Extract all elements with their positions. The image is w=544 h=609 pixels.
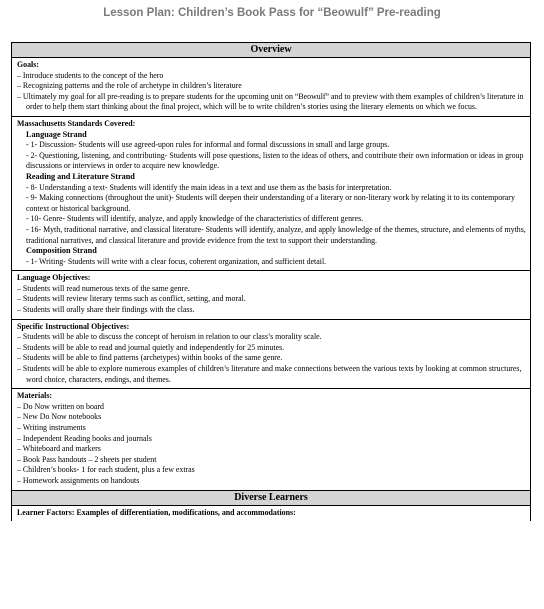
standard-item: - 8- Understanding a text- Students will identify the main ideas in a text and use them as the basis for interpretation. bbox=[26, 182, 392, 192]
instructional-objectives-label: Specific Instructional Objectives: bbox=[17, 321, 130, 331]
goal-item: – Introduce students to the concept of the hero bbox=[17, 70, 164, 80]
standard-item: - 2- Questioning, listening, and contributing- Students will pose questions, listen to the ideas of others, and contribute their own information or ideas in group discussions or interviews in order to acquire new knowledge. bbox=[26, 150, 524, 171]
learner-factors-label: Learner Factors: Examples of differentiation, modifications, and accommodations: bbox=[17, 507, 296, 517]
objective-item: – Students will be able to read and journal quietly and independently for 25 minutes. bbox=[17, 342, 285, 352]
strand-heading: Reading and Literature Strand bbox=[26, 171, 135, 181]
strand-heading: Language Strand bbox=[26, 129, 87, 139]
strand-heading: Composition Strand bbox=[26, 246, 97, 256]
standard-item: - 9- Making connections (throughout the unit)- Students will deepen their understanding of a literary or non-literary work by relating it to its contemporary context or historical background. bbox=[26, 193, 515, 213]
objective-item: – Students will be able to explore numerous examples of children’s literature and make connections between the various texts by looking at common structures, word choice, characters, endings, and themes. bbox=[17, 364, 522, 384]
objective-item: – Students will orally share their findings with the class. bbox=[17, 305, 195, 315]
standards-section bbox=[12, 117, 530, 271]
material-item: – Children’s books- 1 for each student, plus a few extras bbox=[17, 465, 195, 475]
material-item: – Do Now written on board bbox=[17, 401, 105, 411]
objective-item: – Students will read numerous texts of the same genre. bbox=[17, 283, 190, 293]
instructional-objectives-section bbox=[12, 320, 530, 390]
materials-label: Materials: bbox=[17, 391, 53, 401]
material-item: – New Do Now notebooks bbox=[17, 412, 102, 422]
material-item: – Homework assignments on handouts bbox=[17, 475, 140, 485]
standard-item: - 1- Discussion- Students will use agreed-upon rules for informal and formal discussions in small and large groups. bbox=[26, 140, 390, 150]
lesson-plan-table bbox=[11, 42, 531, 521]
material-item: – Independent Reading books and journals bbox=[17, 433, 152, 443]
material-item: – Book Pass handouts – 2 sheets per student bbox=[17, 454, 157, 464]
standards-label: Massachusetts Standards Covered: bbox=[17, 118, 136, 128]
standard-item: - 16- Myth, traditional narrative, and classical literature- Students will identify, analyze, and apply knowledge of the themes, structure, and elements of myths, traditional narratives, and classical literature and provide evidence from the text to support their understanding. bbox=[26, 224, 526, 245]
objective-item: – Students will be able to find patterns (archetypes) within books of the same genre. bbox=[17, 353, 283, 363]
material-item: – Whiteboard and markers bbox=[17, 444, 101, 454]
objective-item: – Students will review literary terms such as conflict, setting, and moral. bbox=[17, 294, 246, 304]
objective-item: – Students will be able to discuss the concept of heroism in relation to our class’s morality scale. bbox=[17, 332, 322, 342]
goals-section bbox=[12, 58, 530, 117]
material-item: – Writing instruments bbox=[17, 423, 86, 432]
diverse-learners-heading: Diverse Learners bbox=[12, 491, 530, 506]
page-title: Lesson Plan: Children’s Book Pass for “Beowulf” Pre-reading bbox=[103, 7, 441, 19]
goal-item: – Ultimately my goal for all pre-reading is to prepare students for the upcoming unit on “Beowulf” and to preview with them examples of children’s literature in order to help them start thinking about the final project, which will be to write children’s stories using the literary elements on which we focus. bbox=[17, 91, 524, 112]
materials-section bbox=[12, 389, 530, 490]
standard-item: - 1- Writing- Students will write with a clear focus, coherent organization, and sufficient detail. bbox=[26, 256, 327, 266]
overview-heading: Overview bbox=[12, 43, 530, 58]
language-objectives-section bbox=[12, 271, 530, 319]
standard-item: - 10- Genre- Students will identify, analyze, and apply knowledge of the characteristics of different genres. bbox=[26, 214, 364, 224]
language-objectives-label: Language Objectives: bbox=[17, 273, 91, 283]
learner-factors-section bbox=[12, 506, 530, 522]
goal-item: – Recognizing patterns and the role of archetype in children’s literature bbox=[17, 81, 242, 91]
goals-label: Goals: bbox=[17, 60, 39, 69]
